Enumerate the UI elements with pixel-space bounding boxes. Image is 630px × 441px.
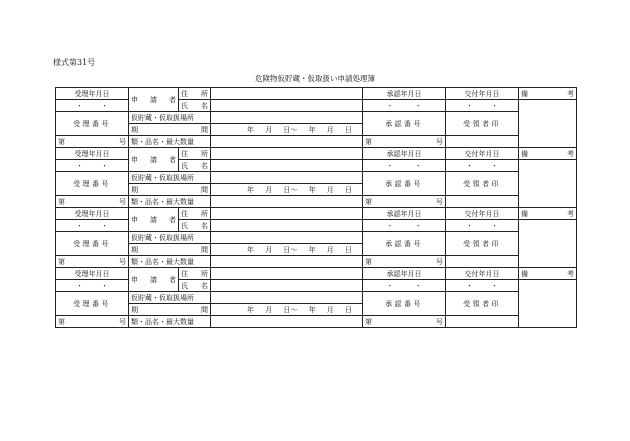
remarks-label: 備 考 xyxy=(519,148,577,160)
period-day-1: 日～ xyxy=(283,305,298,314)
quantity-label: 類・品名・最大数量 xyxy=(129,136,211,148)
storage-place-field[interactable] xyxy=(211,112,363,124)
approval-number-value: 第 号 xyxy=(363,256,446,268)
date-dot: ・ xyxy=(76,161,83,170)
issue-date-field[interactable] xyxy=(446,220,519,232)
receiver-seal-label: 受領者印 xyxy=(446,172,519,196)
reception-date-label: 受理年月日 xyxy=(56,88,129,100)
period-year-1: 年 xyxy=(247,125,254,134)
date-dot: ・ xyxy=(386,101,394,110)
approval-date-field[interactable] xyxy=(363,280,446,292)
period-label: 期 間 xyxy=(129,184,211,196)
approval-date-label: 承認年月日 xyxy=(363,88,446,100)
period-month-2: 月 xyxy=(326,185,334,194)
date-dot: ・ xyxy=(491,161,498,170)
approval-number-value: 第 号 xyxy=(363,136,446,148)
period-month-2: 月 xyxy=(326,125,334,134)
date-dot: ・ xyxy=(386,281,394,290)
address-field[interactable] xyxy=(211,208,363,220)
period-day-2: 日 xyxy=(344,245,352,254)
reception-number-label: 受理番号 xyxy=(56,232,129,256)
receiver-seal-label: 受領者印 xyxy=(446,292,519,316)
period-year-2: 年 xyxy=(308,245,316,254)
block-row-1 xyxy=(56,148,577,160)
remarks-field[interactable] xyxy=(519,280,577,328)
date-dot: ・ xyxy=(386,221,394,230)
approval-number-label: 承認番号 xyxy=(363,292,446,316)
name-field[interactable] xyxy=(211,100,363,112)
approval-date-label: 承認年月日 xyxy=(363,208,446,220)
date-dot: ・ xyxy=(466,101,473,110)
page-title: 危険物仮貯蔵・仮取扱い申請処理簿 xyxy=(255,74,375,83)
period-year-2: 年 xyxy=(308,125,316,134)
issue-date-field[interactable] xyxy=(446,280,519,292)
period-day-2: 日 xyxy=(344,185,352,194)
receiver-seal-field[interactable] xyxy=(446,316,519,328)
receiver-seal-label: 受領者印 xyxy=(446,112,519,136)
date-dot: ・ xyxy=(101,161,108,170)
period-day-2: 日 xyxy=(344,125,352,134)
reception-date-field[interactable] xyxy=(56,220,129,232)
name-field[interactable] xyxy=(211,220,363,232)
date-dot: ・ xyxy=(414,101,422,110)
applicant-label: 申 請 者 xyxy=(129,268,179,292)
name-field[interactable] xyxy=(211,160,363,172)
period-month-1: 月 xyxy=(265,245,273,254)
period-label: 期 間 xyxy=(129,304,211,316)
period-field[interactable] xyxy=(211,244,363,256)
applicant-label: 申 請 者 xyxy=(129,88,179,112)
storage-place-label: 仮貯蔵・仮取扱場所 xyxy=(129,292,211,304)
block-row-1 xyxy=(56,268,577,280)
reception-date-field[interactable] xyxy=(56,280,129,292)
receiver-seal-field[interactable] xyxy=(446,136,519,148)
approval-date-field[interactable] xyxy=(363,220,446,232)
remarks-field[interactable] xyxy=(519,220,577,268)
approval-number-label: 承認番号 xyxy=(363,172,446,196)
date-dot: ・ xyxy=(386,161,394,170)
period-year-1: 年 xyxy=(247,305,254,314)
approval-date-field[interactable] xyxy=(363,160,446,172)
date-dot: ・ xyxy=(466,281,473,290)
date-dot: ・ xyxy=(76,281,83,290)
number-label: 第 号 xyxy=(56,136,129,148)
address-label: 住 所 xyxy=(179,268,211,280)
remarks-label: 備 考 xyxy=(519,268,577,280)
remarks-field[interactable] xyxy=(519,100,577,148)
period-month-1: 月 xyxy=(265,125,273,134)
period-month-1: 月 xyxy=(265,305,273,314)
storage-place-label: 仮貯蔵・仮取扱場所 xyxy=(129,172,211,184)
date-dot: ・ xyxy=(76,221,83,230)
approval-number-label: 承認番号 xyxy=(363,112,446,136)
address-label: 住 所 xyxy=(179,208,211,220)
number-label: 第 号 xyxy=(56,196,129,208)
applicant-label: 申 請 者 xyxy=(129,148,179,172)
number-label: 第 号 xyxy=(56,256,129,268)
quantity-label: 類・品名・最大数量 xyxy=(129,316,211,328)
period-year-1: 年 xyxy=(247,245,254,254)
period-label: 期 間 xyxy=(129,244,211,256)
storage-place-label: 仮貯蔵・仮取扱場所 xyxy=(129,232,211,244)
period-month-1: 月 xyxy=(265,185,273,194)
address-label: 住 所 xyxy=(179,148,211,160)
address-field[interactable] xyxy=(211,268,363,280)
date-dot: ・ xyxy=(101,101,108,110)
storage-place-label: 仮貯蔵・仮取扱場所 xyxy=(129,112,211,124)
address-label: 住 所 xyxy=(179,88,211,100)
number-label: 第 号 xyxy=(56,316,129,328)
date-dot: ・ xyxy=(101,281,108,290)
quantity-field[interactable] xyxy=(211,196,363,208)
ledger-table xyxy=(55,87,577,328)
address-field[interactable] xyxy=(211,148,363,160)
reception-date-label: 受理年月日 xyxy=(56,208,129,220)
applicant-label: 申 請 者 xyxy=(129,208,179,232)
issue-date-label: 交付年月日 xyxy=(446,88,519,100)
period-label: 期 間 xyxy=(129,124,211,136)
name-label: 氏 名 xyxy=(179,220,211,232)
date-dot: ・ xyxy=(491,101,498,110)
storage-place-field[interactable] xyxy=(211,292,363,304)
reception-number-label: 受理番号 xyxy=(56,172,129,196)
issue-date-field[interactable] xyxy=(446,100,519,112)
name-label: 氏 名 xyxy=(179,160,211,172)
block-row-3 xyxy=(56,232,577,244)
remarks-field[interactable] xyxy=(519,160,577,208)
name-label: 氏 名 xyxy=(179,100,211,112)
date-dot: ・ xyxy=(414,281,422,290)
period-field[interactable] xyxy=(211,184,363,196)
period-day-1: 日～ xyxy=(283,125,298,134)
approval-number-value: 第 号 xyxy=(363,316,446,328)
receiver-seal-field[interactable] xyxy=(446,196,519,208)
period-day-2: 日 xyxy=(344,305,352,314)
period-year-1: 年 xyxy=(247,185,254,194)
remarks-label: 備 考 xyxy=(519,88,577,100)
approval-number-label: 承認番号 xyxy=(363,232,446,256)
issue-date-field[interactable] xyxy=(446,160,519,172)
approval-date-label: 承認年月日 xyxy=(363,148,446,160)
period-field[interactable] xyxy=(211,124,363,136)
reception-number-label: 受理番号 xyxy=(56,292,129,316)
receiver-seal-label: 受領者印 xyxy=(446,232,519,256)
period-day-1: 日～ xyxy=(283,245,298,254)
storage-place-field[interactable] xyxy=(211,232,363,244)
period-field[interactable] xyxy=(211,304,363,316)
date-dot: ・ xyxy=(76,101,83,110)
block-row-3 xyxy=(56,292,577,304)
block-row-1 xyxy=(56,208,577,220)
issue-date-label: 交付年月日 xyxy=(446,208,519,220)
issue-date-label: 交付年月日 xyxy=(446,148,519,160)
period-month-2: 月 xyxy=(326,305,334,314)
storage-place-field[interactable] xyxy=(211,172,363,184)
quantity-field[interactable] xyxy=(211,136,363,148)
remarks-label: 備 考 xyxy=(519,208,577,220)
reception-date-field[interactable] xyxy=(56,160,129,172)
date-dot: ・ xyxy=(466,161,473,170)
period-month-2: 月 xyxy=(326,245,334,254)
issue-date-label: 交付年月日 xyxy=(446,268,519,280)
date-dot: ・ xyxy=(491,281,498,290)
block-row-1 xyxy=(56,88,577,100)
approval-date-label: 承認年月日 xyxy=(363,268,446,280)
block-row-3 xyxy=(56,172,577,184)
approval-date-field[interactable] xyxy=(363,100,446,112)
quantity-field[interactable] xyxy=(211,316,363,328)
reception-number-label: 受理番号 xyxy=(56,112,129,136)
reception-date-label: 受理年月日 xyxy=(56,148,129,160)
reception-date-field[interactable] xyxy=(56,100,129,112)
quantity-label: 類・品名・最大数量 xyxy=(129,256,211,268)
date-dot: ・ xyxy=(466,221,473,230)
form-number: 様式第31号 xyxy=(53,58,96,67)
approval-number-value: 第 号 xyxy=(363,196,446,208)
date-dot: ・ xyxy=(414,221,422,230)
period-day-1: 日～ xyxy=(283,185,298,194)
name-label: 氏 名 xyxy=(179,280,211,292)
address-field[interactable] xyxy=(211,88,363,100)
reception-date-label: 受理年月日 xyxy=(56,268,129,280)
quantity-label: 類・品名・最大数量 xyxy=(129,196,211,208)
name-field[interactable] xyxy=(211,280,363,292)
quantity-field[interactable] xyxy=(211,256,363,268)
period-year-2: 年 xyxy=(308,305,316,314)
block-row-3 xyxy=(56,112,577,124)
date-dot: ・ xyxy=(491,221,498,230)
period-year-2: 年 xyxy=(308,185,316,194)
date-dot: ・ xyxy=(414,161,422,170)
date-dot: ・ xyxy=(101,221,108,230)
receiver-seal-field[interactable] xyxy=(446,256,519,268)
